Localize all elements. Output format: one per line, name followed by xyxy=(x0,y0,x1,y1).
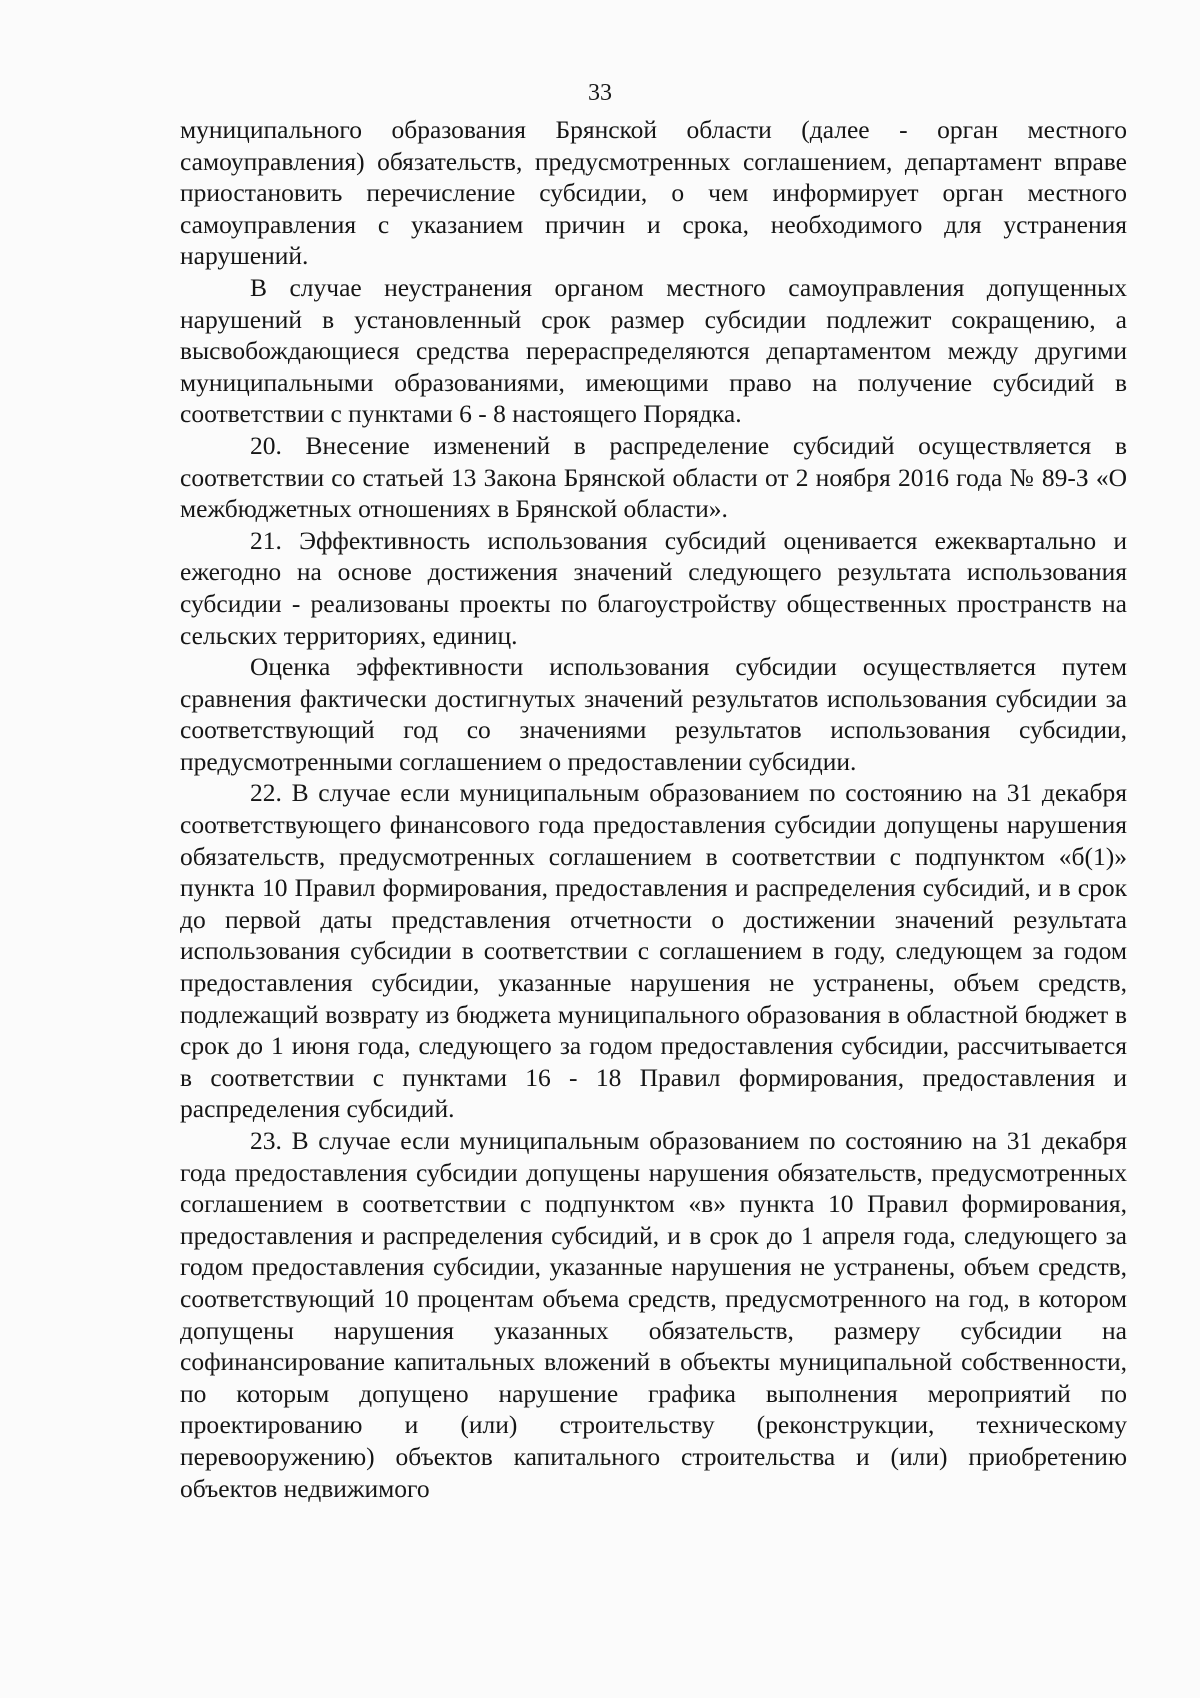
paragraph-continuation: муниципального образования Брянской области (далее - орган местного самоуправления) обязательств, предусмотренных соглашением, департамент вправе приостановить перечисление субсидии, о чем информирует орган местного самоуправления с указанием причин и срока, необходимого для устранения нарушений. xyxy=(180,115,1127,271)
paragraph-item-22: 22. В случае если муниципальным образованием по состоянию на 31 декабря соответствующего финансового года предоставления субсидии допущены нарушения обязательств, предусмотренных соглашением в соответствии с подпунктом «б(1)» пункта 10 Правил формирования, предоставления и распределения субсидий, и в срок до первой даты представления отчетности о достижении значений результата использования субсидии в соответствии с соглашением в году, следующем за годом предоставления субсидии, указанные нарушения не устранены, объем средств, подлежащий возврату из бюджета муниципального образования в областной бюджет в срок до 1 июня года, следующего за годом предоставления субсидии, рассчитывается в соответствии с пунктами 16 - 18 Правил формирования, предоставления и распределения субсидий. xyxy=(180,778,1127,1124)
paragraph-non-elimination: В случае неустранения органом местного самоуправления допущенных нарушений в установленный срок размер субсидии подлежит сокращению, а высвобождающиеся средства перераспределяются департаментом между другими муниципальными образованиями, имеющими право на получение субсидий в соответствии с пунктами 6 - 8 настоящего Порядка. xyxy=(180,272,1127,429)
page-number: 33 xyxy=(588,80,612,106)
paragraph-efficiency-assessment: Оценка эффективности использования субсидии осуществляется путем сравнения фактически достигнутых значений результатов использования субсидии за соответствующий год со значениями результатов использования субсидии, предусмотренными соглашением о предоставлении субсидии. xyxy=(180,652,1127,776)
paragraph-item-20: 20. Внесение изменений в распределение субсидий осуществляется в соответствии со статьей 13 Закона Брянской области от 2 ноября 2016 года № 89-З «О межбюджетных отношениях в Брянской области». xyxy=(180,430,1127,524)
paragraph-item-21: 21. Эффективность использования субсидий оценивается ежеквартально и ежегодно на основе достижения значений следующего результата использования субсидии - реализованы проекты по благоустройству общественных пространств на сельских территориях, единиц. xyxy=(180,525,1127,650)
paragraph-item-23: 23. В случае если муниципальным образованием по состоянию на 31 декабря года предоставления субсидии допущены нарушения обязательств, предусмотренных соглашением в соответствии с подпунктом «в» пункта 10 Правил формирования, предоставления и распределения субсидий, и в срок до 1 апреля года, следующего за годом предоставления субсидии, указанные нарушения не устранены, объем средств, соответствующий 10 процентам объема средств, предусмотренного на год, в котором допущены нарушения указанных обязательств, размеру субсидии на софинансирование капитальных вложений в объекты муниципальной собственности, по которым допущено нарушение графика выполнения мероприятий по проектированию и (или) строительству (реконструкции, техническому перевооружению) объектов капитального строительства и (или) приобретению объектов недвижимого xyxy=(180,1126,1127,1503)
document-body xyxy=(180,114,1127,1504)
